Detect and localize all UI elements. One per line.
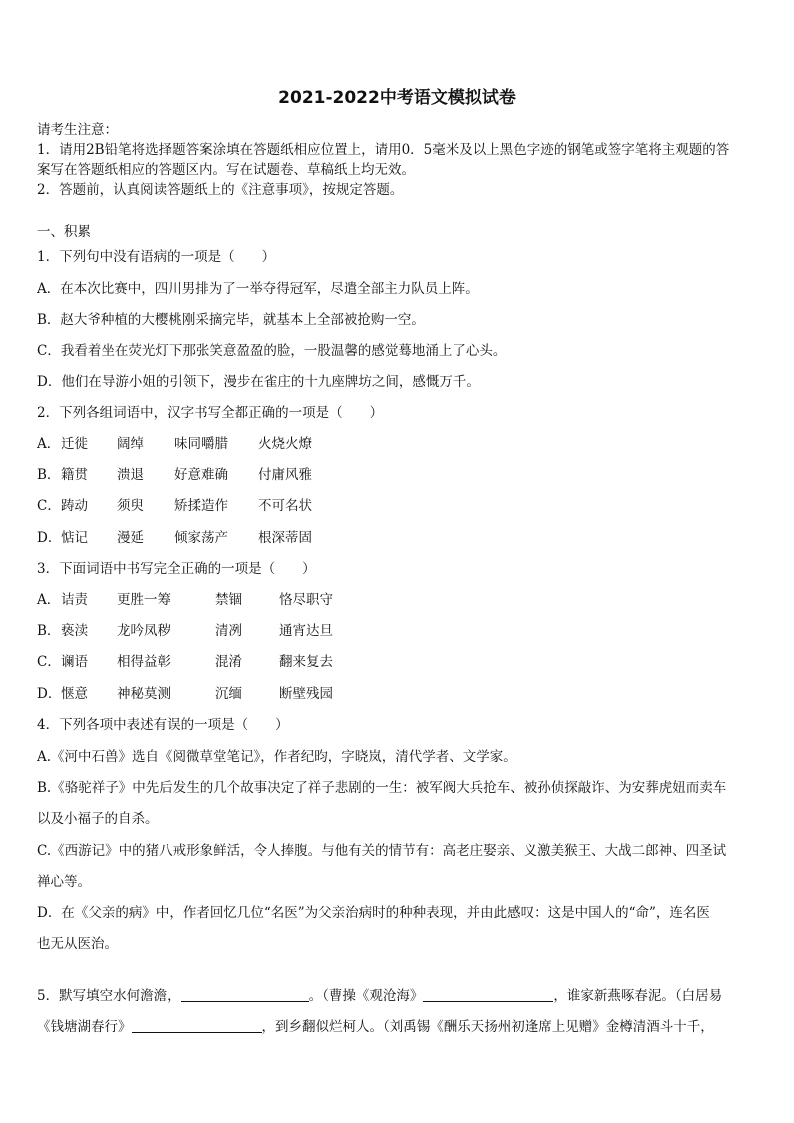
q2-word: 根深蒂固	[258, 530, 312, 546]
q3-word: 恪尽职守	[279, 592, 333, 608]
q3-word: 更胜一筹	[117, 592, 171, 608]
q1-option-b: B．赵大爷种植的大樱桃刚采摘完毕，就基本上全部被抢购一空。	[37, 312, 425, 328]
q3-word: 惬意	[61, 686, 88, 702]
q3-word: 断壁残园	[279, 686, 333, 702]
answer-blank[interactable]	[132, 1018, 262, 1033]
q2-word: 付庸风雅	[258, 467, 312, 483]
q2-word: 踌动	[61, 498, 88, 514]
q2-word: 阔绰	[117, 436, 144, 452]
q2-word: 矫揉造作	[174, 498, 228, 514]
q5-line-1	[37, 987, 759, 1005]
q2-word: 味同嚼腊	[174, 436, 228, 452]
q3-option-label: C．	[37, 654, 61, 670]
q2-word: 好意难确	[174, 467, 228, 483]
notice-line-2: 案写在答题纸相应的答题区内。写在试题卷、草稿纸上均无效。	[37, 162, 415, 178]
q2-word: 倾家荡产	[174, 530, 228, 546]
answer-blank[interactable]	[181, 987, 309, 1002]
answer-blank[interactable]	[423, 987, 553, 1002]
q2-word: 籍贯	[61, 467, 88, 483]
q5-text: 《钱塘湖春行》	[37, 1019, 132, 1035]
q4-option-d-line-2: 也无从医治。	[37, 936, 118, 952]
q3-option-label: D．	[37, 686, 62, 702]
q2-option-label: D．	[37, 530, 62, 546]
notice-heading: 请考生注意：	[37, 122, 118, 138]
q4-option-c-line-2: 禅心等。	[37, 874, 91, 890]
q3-word: 清冽	[215, 623, 242, 639]
q2-stem: 2．下列各组词语中，汉字书写全都正确的一项是（ ）	[37, 405, 384, 421]
q3-option-label: B．	[37, 623, 61, 639]
q3-word: 翻来复去	[279, 654, 333, 670]
q5-line-2	[37, 1018, 759, 1036]
q4-option-c-line-1: C.《西游记》中的猪八戒形象鲜活，令人捧腹。与他有关的情节有：高老庄娶亲、义激美猴王、大战二郎神、四圣试	[37, 843, 727, 859]
q5-text: 。（曹操《观沧海》	[308, 988, 424, 1004]
q3-word: 通宵达旦	[279, 623, 333, 639]
q5-text: ，谁家新燕啄春泥。（白居易	[553, 988, 723, 1004]
q1-option-d: D．他们在导游小姐的引领下，漫步在雀庄的十九座牌坊之间，感慨万千。	[37, 374, 480, 390]
notice-line-1: 1．请用2B铅笔将选择题答案涂填在答题纸相应位置上，请用0．5毫米及以上黑色字迹的钢笔或签字笔将主观题的答	[37, 142, 730, 158]
q2-option-label: C．	[37, 498, 61, 514]
q3-word: 谰语	[61, 654, 88, 670]
q2-option-label: A．	[37, 436, 61, 452]
q2-word: 火烧火燎	[258, 436, 312, 452]
q2-word: 溃退	[117, 467, 144, 483]
q3-word: 混淆	[215, 654, 242, 670]
q4-option-a: A.《河中石兽》选自《阅微草堂笔记》，作者纪昀，字晓岚，清代学者、文学家。	[37, 749, 517, 765]
q2-word: 不可名状	[258, 498, 312, 514]
q2-option-label: B．	[37, 467, 61, 483]
q3-stem: 3．下面词语中书写完全正确的一项是（ ）	[37, 561, 316, 577]
q5-text: 5．默写填空水何澹澹，	[37, 988, 181, 1004]
q3-word: 沉缅	[215, 686, 242, 702]
q3-word: 神秘莫测	[117, 686, 171, 702]
q2-word: 惦记	[61, 530, 88, 546]
q1-stem: 1．下列句中没有语病的一项是（ ）	[37, 249, 276, 265]
q2-word: 迁徙	[61, 436, 88, 452]
q5-text: ，到乡翻似烂柯人。（刘禹锡《酬乐天扬州初逢席上见赠》金樽清酒斗十千，	[261, 1019, 714, 1035]
q1-option-a: A．在本次比赛中，四川男排为了一举夺得冠军，尽遣全部主力队员上阵。	[37, 281, 479, 297]
q4-option-b-line-1: B.《骆驼祥子》中先后发生的几个故事决定了祥子悲剧的一生：被军阀大兵抢车、被孙侦探敲诈、为安葬虎妞而卖车	[37, 780, 727, 796]
q2-word: 须臾	[117, 498, 144, 514]
q1-option-c: C．我看着坐在荧光灯下那张笑意盈盈的脸，一股温馨的感觉蓦地涌上了心头。	[37, 343, 507, 359]
q2-word: 漫延	[117, 530, 144, 546]
q3-word: 诘责	[61, 592, 88, 608]
q3-word: 亵渎	[61, 623, 88, 639]
q4-option-d-line-1: D．在《父亲的病》中，作者回忆几位“名医”为父亲治病时的种种表现，并由此感叹：这是中国人的“命”，连名医	[37, 905, 710, 921]
page-title: 2021-2022中考语文模拟试卷	[278, 88, 516, 108]
q3-word: 相得益彰	[117, 654, 171, 670]
q3-word: 禁锢	[215, 592, 242, 608]
q3-option-label: A．	[37, 592, 61, 608]
q4-stem: 4．下列各项中表述有误的一项是（ ）	[37, 717, 289, 733]
notice-line-3: 2．答题前，认真阅读答题纸上的《注意事项》，按规定答题。	[37, 182, 404, 198]
q3-word: 龙吟凤秽	[117, 623, 171, 639]
section-heading: 一、积累	[37, 224, 91, 240]
q4-option-b-line-2: 以及小福子的自杀。	[37, 811, 159, 827]
